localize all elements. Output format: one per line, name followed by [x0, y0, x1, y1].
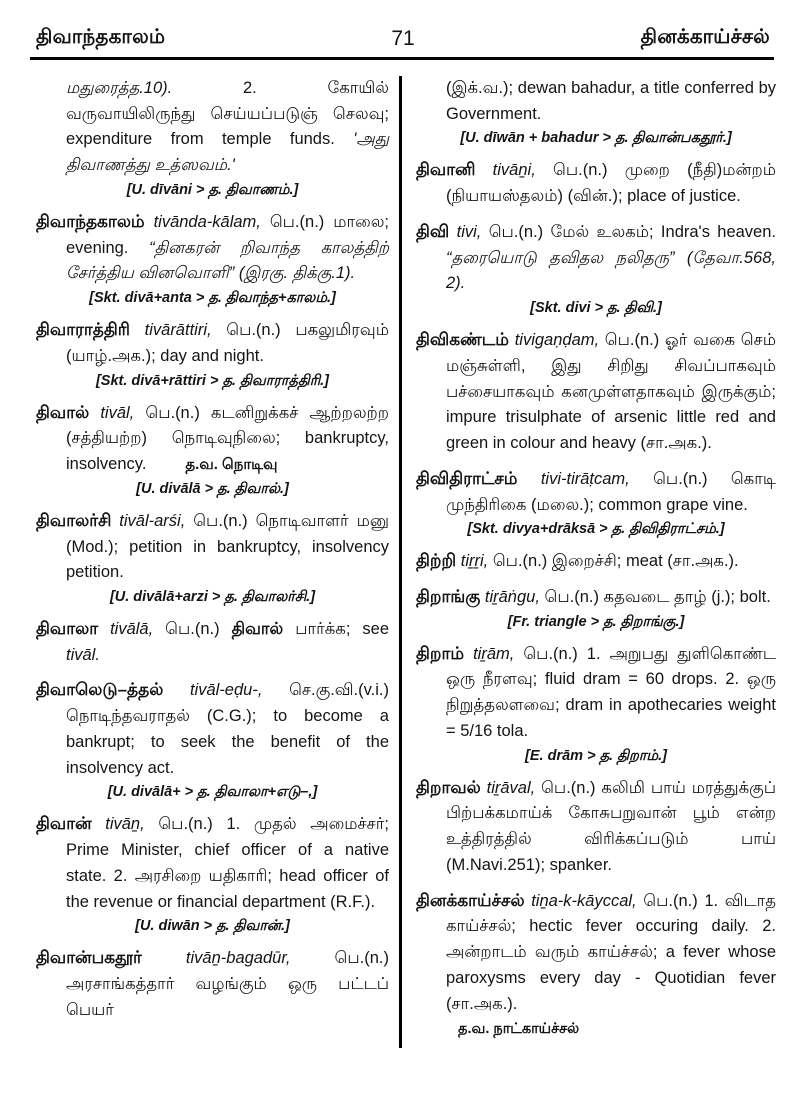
entry-headword: திறாங்கு: [416, 587, 481, 607]
entry-headword: திவிதிராட்சம்: [416, 468, 518, 488]
entry-text: [36, 209, 389, 287]
entry-transliteration: tivi,: [456, 222, 482, 241]
dictionary-entry: [36, 209, 389, 308]
page-header: [0, 0, 800, 57]
entry-headword: திவி: [416, 221, 450, 241]
entry-definition: பெ.(n.) அரசாங்கத்தார் வழங்கும் ஒரு பட்டப் பெயர்: [66, 949, 389, 1019]
dictionary-entry: [416, 219, 776, 318]
page-number: 71: [391, 27, 415, 50]
entry-etymology: [U. divālā+ > த. திவாலா+எடு–,]: [107, 784, 318, 801]
entry-etymology: [U. dīwān + bahadur > த. திவான்பகதூர்.]: [460, 130, 732, 147]
entry-transliteration: tivārāttiri,: [144, 321, 212, 340]
entry-text: [416, 219, 776, 297]
entry-headword: திறாம்: [416, 643, 465, 663]
entry-definition: பெ.(n.) கதவடை தாழ் (j.); bolt.: [539, 588, 771, 607]
entry-definition: 2. கோயில் வருவாயிலிருந்து செய்யப்படுஞ் செலவு; expenditure from temple funds.: [66, 79, 389, 149]
entry-definition: பெ.(n.): [153, 620, 232, 639]
entry-definition: பெ.(n.) கடனிறுக்கச் ஆற்றலற்ற (சத்தியற்ற) நொடிவுநிலை; bankruptcy, insolvency.: [66, 403, 389, 474]
entry-headword: திவாலெடு–த்தல்: [36, 680, 164, 700]
entry-etymology: [Fr. triangle > த. திறாங்கு.]: [507, 613, 685, 630]
entry-etymology: [Skt. divi > த. திவி.]: [530, 300, 662, 317]
entry-text: [416, 888, 776, 1018]
dictionary-entry: [36, 508, 389, 607]
dictionary-entry: [416, 327, 776, 457]
entry-definition: tivāl.: [66, 645, 100, 664]
entry-transliteration: tivāl-arśi,: [119, 511, 186, 530]
entry-definition: பெ.(n.) 1. அறுபது துளிகொண்ட ஒரு நீரளவு; fluid dram = 60 drops. 2. ஒரு நிறுத்தலளவை; dram in apothecaries weight = 5/16 tola.: [446, 644, 776, 740]
entry-definition: பார்க்க; see: [283, 620, 390, 639]
header-right-guideword: தினக்காய்ச்சல்: [640, 26, 770, 48]
dictionary-entry: [416, 641, 776, 766]
entry-transliteration: tiṟām,: [473, 644, 515, 663]
entry-headword: தினக்காய்ச்சல்: [416, 890, 525, 910]
entry-text: [36, 677, 389, 781]
entry-headword: திவான்பகதூர்: [36, 948, 142, 968]
entry-text: [416, 466, 776, 518]
dictionary-entry: [36, 317, 389, 390]
entry-transliteration: tivālā,: [110, 620, 154, 639]
entry-transliteration: tiṟāṅgu,: [484, 588, 540, 607]
entry-etymology: [U. dīvāni > த. திவாணம்.]: [126, 181, 299, 198]
entry-definition: திவால்: [231, 620, 284, 639]
dictionary-entry: [36, 945, 389, 1023]
entry-definition: செ.கு.வி.(v.i.) நொடிந்தவராதல் (C.G.); to become a bankrupt; to seek the benefit of the insolvency act.: [66, 681, 389, 777]
entry-definition: மதுரைத்த.10).: [66, 79, 173, 97]
entry-etymology: [Skt. divya+drāksā > த. திவிதிராட்சம்.]: [467, 521, 725, 538]
vocab-equivalent-inline: த.வ. நொடிவு: [185, 456, 278, 474]
entry-text: [416, 327, 776, 457]
entry-definition: “தரையொடு தவிதல நலிதரு” (தேவா.568, 2).: [446, 248, 776, 293]
page-content: [0, 60, 800, 1048]
entry-definition: பெ.(n.) பகலுமிரவும் (யாழ்.அக.); day and night.: [66, 321, 389, 365]
entry-transliteration: tivāṉ,: [105, 815, 145, 834]
dictionary-entry: [36, 76, 389, 200]
entry-definition: பெ.(n.) கலிமி பாய் மரத்துக்குப் பிற்பக்கமாய்க் கோசுபறுவான் பூம் என்ற உத்திரத்தில் விரிக்கப்படும் பாய் (M.Navi.251); spanker.: [446, 778, 776, 874]
entry-definition: பெ.(n.) 1. முதல் அமைச்சர்; Prime Minister, chief officer of a native state. 2. அரசிறை யதிகாரி; head officer of the revenue or financial department (R.F.).: [66, 815, 389, 911]
vocab-equivalent-note: த.வ. நாட்காய்ச்சல்: [458, 1021, 580, 1038]
entry-text: [416, 641, 776, 745]
entry-text: [36, 76, 389, 179]
entry-etymology: [E. drām > த. திறாம்.]: [525, 747, 667, 764]
entry-transliteration: tivi-tirāṭcam,: [540, 469, 630, 488]
entry-text: [36, 317, 389, 369]
dictionary-entry: [36, 400, 389, 499]
entry-definition: பெ.(n.) மாலை; evening.: [66, 212, 389, 257]
entry-transliteration: tivāṉ-bagadūr,: [185, 949, 291, 968]
entry-etymology: [U. divālā+arzi > த. திவாலர்சி.]: [109, 589, 316, 606]
entry-text: [36, 945, 389, 1023]
entry-headword: திற்றி: [416, 551, 457, 571]
entry-headword: திவானி: [416, 160, 476, 180]
entry-headword: திவாலர்சி: [36, 510, 112, 530]
entry-headword: திவிகண்டம்: [416, 330, 509, 350]
entry-definition: பெ.(n.) 1. விடாத காய்ச்சல்; hectic fever occuring daily. 2. அன்றாடம் வரும் காய்ச்சல்; a fever whose paroxysms every day - Quotidian fever (சா.அக.).: [446, 891, 776, 1013]
entry-headword: திவாராத்திரி: [36, 320, 130, 340]
dictionary-entry: [416, 584, 776, 632]
entry-text: [36, 400, 389, 478]
dictionary-entry: [36, 616, 389, 668]
entry-etymology: [U. divālā > த. திவால்.]: [136, 480, 289, 497]
entry-definition: பெ.(n.) மேல் உலகம்; Indra's heaven.: [481, 222, 776, 241]
dictionary-entry: [416, 548, 776, 575]
dictionary-entry: [416, 76, 776, 148]
entry-text: [416, 157, 776, 209]
entry-text: [416, 548, 776, 575]
entry-transliteration: tiṟāval,: [486, 778, 536, 797]
entry-transliteration: tivigaṇḍam,: [514, 331, 600, 350]
dictionary-entry: [36, 677, 389, 802]
entry-text: [36, 811, 389, 915]
entry-definition: பெ.(n.) முறை (நீதி)மன்றம் (நியாயஸ்தலம்) (வின்.); place of justice.: [446, 161, 776, 206]
entry-definition: (இக்.வ.); dewan bahadur, a title conferred by Government.: [446, 79, 776, 123]
dictionary-entry: [416, 466, 776, 539]
entry-text: [36, 616, 389, 668]
entry-transliteration: tivāṉi,: [492, 161, 536, 180]
entry-etymology: [Skt. divā+anta > த. திவாந்த+காலம்.]: [89, 290, 336, 307]
entry-text: [416, 76, 776, 127]
entry-etymology: [Skt. divā+rāttiri > த. திவாராத்திரி.]: [95, 372, 330, 389]
entry-transliteration: tivāl-eḍu-,: [189, 681, 263, 700]
dictionary-entry: [416, 157, 776, 209]
entry-etymology: [U. diwān > த. திவான்.]: [135, 918, 290, 935]
entry-headword: திவாந்தகாலம்: [36, 211, 145, 231]
dictionary-entry: [36, 811, 389, 936]
entry-transliteration: tivānda-kālam,: [153, 212, 261, 231]
entry-definition: பெ.(n.) நொடிவாளர் மனு (Mod.); petition in bankruptcy, insolvency petition.: [66, 511, 389, 582]
entry-transliteration: tiṟṟi,: [460, 552, 489, 571]
entry-headword: திவான்: [36, 814, 92, 834]
entry-definition: “தினகரன் றிவாந்த காலத்திற் சேர்த்திய வினவொளி” (இரகு. திக்கு.1).: [66, 238, 389, 283]
dictionary-entry: [416, 775, 776, 879]
entry-text: [416, 584, 776, 611]
header-left-guideword: திவாந்தகாலம்: [36, 26, 166, 48]
entry-definition: பெ.(n.) கொடி முந்திரிகை (மலை.); common grape vine.: [446, 469, 776, 514]
entry-headword: திவால்: [36, 402, 90, 422]
entry-transliteration: tiṉa-k-kāyccal,: [531, 891, 637, 910]
entry-text: [416, 775, 776, 879]
entry-transliteration: tivāl,: [100, 403, 135, 422]
entry-text: [36, 508, 389, 586]
entry-headword: திவாலா: [36, 619, 99, 639]
entry-definition: பெ.(n.) ஓர் வகை செம் மஞ்சுள்ளி, இது சிறிது சிவப்பாகவும் பச்சையாகவும் கனமுள்ளதாகவும் இருக்கும்; impure trisulphate of arsenic little red and green in colour and heavy (சா.அக.).: [446, 331, 776, 453]
right-column: [399, 76, 776, 1048]
dictionary-entry: [416, 888, 776, 1040]
entry-definition: பெ.(n.) இறைச்சி; meat (சா.அக.).: [488, 552, 739, 571]
left-column: [36, 76, 399, 1048]
entry-definition: 'அது திவாணத்து உத்ஸவம்.': [66, 130, 389, 175]
entry-headword: திறாவல்: [416, 777, 481, 797]
